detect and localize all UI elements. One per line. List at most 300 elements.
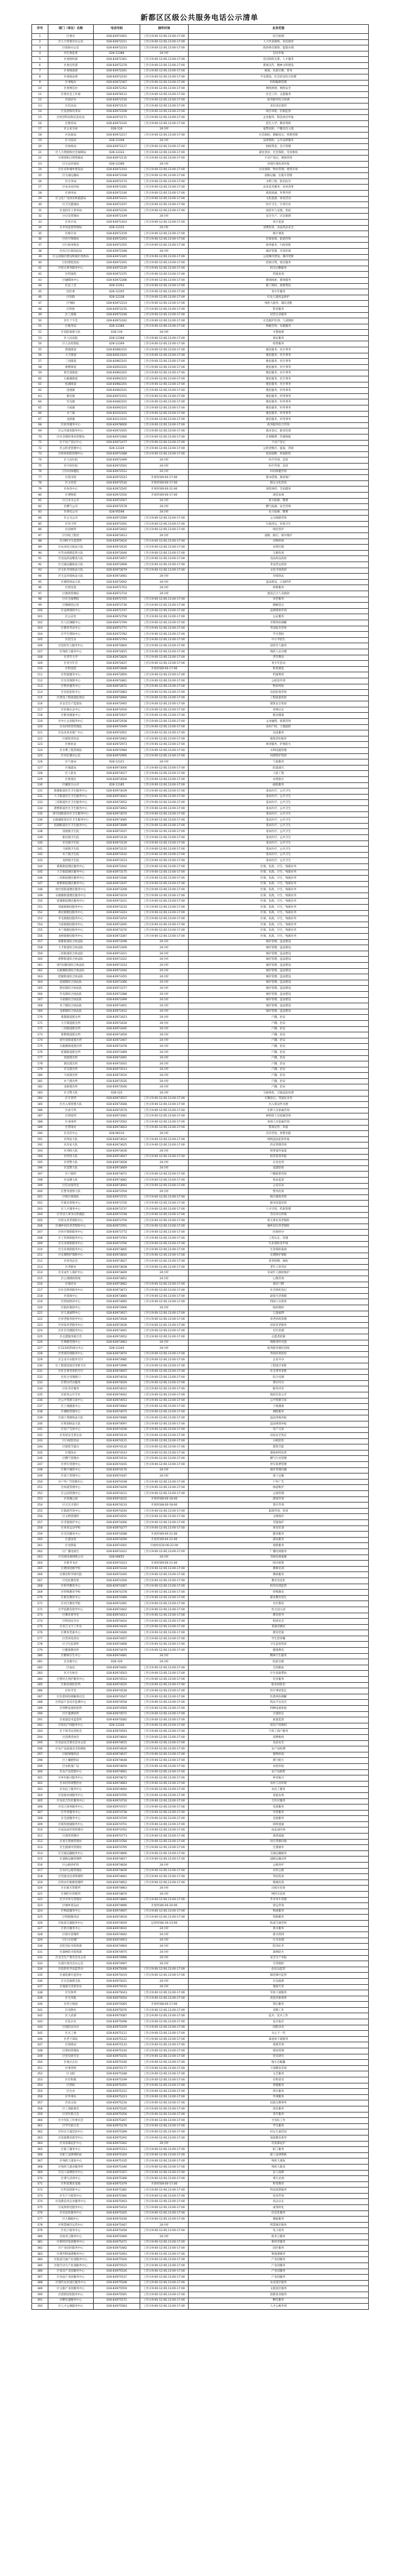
phone-number[interactable]: 028-83972242 (94, 318, 140, 324)
phone-number[interactable]: 028-83975109 (94, 2025, 140, 2031)
phone-number[interactable]: 028-83972466 (94, 434, 140, 440)
phone-number[interactable]: 028-83973287 (94, 934, 140, 940)
phone-number[interactable]: 028-83972826 (94, 655, 140, 661)
phone-number[interactable]: 028-83975482 (94, 2246, 140, 2252)
phone-number[interactable]: 028-83972613 (94, 533, 140, 539)
phone-number[interactable]: 028-83974064 (94, 1404, 140, 1410)
phone-number[interactable]: 028-12369 (94, 162, 140, 168)
phone-number[interactable]: 028-83973311 (94, 951, 140, 957)
phone-number[interactable]: 028-83972168 (94, 173, 140, 179)
phone-number[interactable]: 028-12338 (94, 295, 140, 301)
phone-number[interactable]: 028-83972782 (94, 632, 140, 638)
phone-number[interactable]: 028-83975526 (94, 2269, 140, 2275)
phone-number[interactable]: 028-83974637 (94, 1752, 140, 1758)
phone-number[interactable]: 028-83974108 (94, 1427, 140, 1433)
phone-number[interactable]: 028-83973647 (94, 1154, 140, 1160)
phone-number[interactable]: 028-83974143 (94, 1450, 140, 1456)
phone-number[interactable]: 028-83972681 (94, 574, 140, 580)
phone-number[interactable]: 028-83973862 (94, 1282, 140, 1288)
phone-number[interactable]: 028-83972938 (94, 719, 140, 725)
phone-number[interactable]: 028-83974086 (94, 1415, 140, 1421)
phone-number[interactable]: 028-83974953 (94, 1938, 140, 1944)
phone-number[interactable]: 028-83973895 (94, 1299, 140, 1305)
phone-number[interactable]: 028-83972793 (94, 637, 140, 643)
phone-number[interactable]: 028-83972916 (94, 707, 140, 713)
phone-number[interactable]: 028-83975166 (94, 2060, 140, 2066)
phone-number[interactable]: 028-83973838 (94, 1264, 140, 1270)
phone-number[interactable]: 028-83973704 (94, 1189, 140, 1195)
phone-number[interactable]: 028-83973603 (94, 1125, 140, 1131)
phone-number[interactable]: 028-83975335 (94, 2158, 140, 2165)
phone-number[interactable]: 028-120 (94, 1659, 140, 1665)
phone-number[interactable]: 028-83974018 (94, 1375, 140, 1381)
phone-number[interactable]: 028-83972171 (94, 115, 140, 121)
phone-number[interactable]: 028-83975256 (94, 2112, 140, 2118)
phone-number[interactable]: 028-83975133 (94, 2042, 140, 2048)
phone-number[interactable]: 028-83974334 (94, 1566, 140, 1572)
phone-number[interactable]: 028-83974795 (94, 1845, 140, 1851)
phone-number[interactable]: 028-83974244 (94, 1508, 140, 1514)
phone-number[interactable]: 028-83972488 (94, 451, 140, 457)
phone-number[interactable]: 028-83973243 (94, 910, 140, 916)
phone-number[interactable]: 028-83975199 (94, 2077, 140, 2083)
phone-number[interactable]: 028-83052101 (94, 364, 140, 370)
phone-number[interactable]: 028-83974301 (94, 1543, 140, 1549)
phone-number[interactable]: 028-83974806 (94, 1850, 140, 1857)
phone-number[interactable]: 028-83974356 (94, 1578, 140, 1584)
phone-number[interactable]: 028-83973434 (94, 1020, 140, 1026)
phone-number[interactable]: 028-83972455 (94, 428, 140, 434)
phone-number[interactable]: 028-83972210 (94, 74, 140, 80)
phone-number[interactable]: 028-83973974 (94, 1351, 140, 1357)
phone-number[interactable]: 028-83975447 (94, 2222, 140, 2228)
phone-number[interactable]: 028-83974075 (94, 1409, 140, 1415)
phone-number[interactable]: 028-83974492 (94, 1665, 140, 1671)
phone-number[interactable]: 028-83972146 (94, 191, 140, 197)
phone-number[interactable]: 028-83972226 (94, 208, 140, 214)
phone-number[interactable]: 028-83972193 (94, 167, 140, 173)
phone-number[interactable]: 028-83972883 (94, 690, 140, 696)
phone-number[interactable]: 028-12333 (94, 149, 140, 156)
phone-number[interactable]: 028-83972188 (94, 248, 140, 254)
phone-number[interactable]: 028-83972545 (94, 487, 140, 493)
phone-number[interactable]: 028-83972355 (94, 243, 140, 249)
phone-number[interactable]: 028-83973682 (94, 1177, 140, 1183)
phone-number[interactable]: 028-119 (94, 330, 140, 336)
phone-number[interactable]: 028-83975379 (94, 2181, 140, 2188)
phone-number[interactable]: 028-83973164 (94, 864, 140, 870)
phone-number[interactable]: 028-83973039 (94, 788, 140, 795)
phone-number[interactable]: 028-83974266 (94, 1520, 140, 1526)
phone-number[interactable]: 028-83962201 (94, 370, 140, 376)
phone-number[interactable]: 028-83978000 (94, 422, 140, 428)
phone-number[interactable]: 028-83972679 (94, 568, 140, 574)
phone-number[interactable]: 028-83973401 (94, 1003, 140, 1009)
phone-number[interactable]: 028-83974446 (94, 1630, 140, 1636)
phone-number[interactable]: 028-83973006 (94, 765, 140, 771)
phone-number[interactable]: 028-83975504 (94, 2257, 140, 2263)
phone-number[interactable]: 028-83972668 (94, 562, 140, 568)
phone-number[interactable]: 028-83973456 (94, 1032, 140, 1038)
phone-number[interactable]: 028-83972278 (94, 62, 140, 68)
phone-number[interactable]: 028-83975111 (94, 2031, 140, 2037)
phone-number[interactable]: 028-83972131 (94, 103, 140, 110)
phone-number[interactable]: 028-83975302 (94, 2141, 140, 2147)
phone-number[interactable]: 028-83972859 (94, 672, 140, 678)
phone-number[interactable]: 028-83974648 (94, 1758, 140, 1764)
phone-number[interactable]: 028-83973581 (94, 1113, 140, 1119)
phone-number[interactable]: 028-83974479 (94, 1648, 140, 1654)
phone-number[interactable]: 028-83975458 (94, 2228, 140, 2234)
phone-number[interactable]: 028-83972534 (94, 480, 140, 487)
phone-number[interactable]: 028-83975561 (94, 2292, 140, 2298)
phone-number[interactable]: 028-83974942 (94, 1932, 140, 1938)
phone-number[interactable]: 028-83973715 (94, 1195, 140, 1201)
phone-number[interactable]: 028-83974571 (94, 1711, 140, 1717)
phone-number[interactable]: 028-83974503 (94, 1671, 140, 1677)
phone-number[interactable]: 028-83973017 (94, 771, 140, 777)
phone-number[interactable]: 028-83972973 (94, 742, 140, 748)
phone-number[interactable]: 028-83973671 (94, 1172, 140, 1178)
phone-number[interactable]: 028-83973298 (94, 939, 140, 945)
phone-number[interactable]: 028-83975043 (94, 1990, 140, 1996)
phone-number[interactable]: 028-83974029 (94, 1380, 140, 1386)
phone-number[interactable]: 028-83972512 (94, 469, 140, 475)
phone-number[interactable]: 028-83972217 (94, 133, 140, 139)
phone-number[interactable]: 028-83974435 (94, 1624, 140, 1630)
phone-number[interactable]: 028-83975313 (94, 2147, 140, 2153)
phone-number[interactable]: 028-83975144 (94, 2048, 140, 2054)
phone-number[interactable]: 028-83973186 (94, 876, 140, 882)
phone-number[interactable]: 028-83973129 (94, 841, 140, 847)
phone-number[interactable]: 028-83975537 (94, 2275, 140, 2281)
phone-number[interactable]: 028-83975425 (94, 2211, 140, 2217)
phone-number[interactable]: 028-83975267 (94, 2118, 140, 2124)
phone-number[interactable]: 028-83973693 (94, 1183, 140, 1189)
phone-number[interactable]: 028-83975357 (94, 2170, 140, 2176)
phone-number[interactable]: 028-83973827 (94, 1259, 140, 1265)
phone-number[interactable]: 028-83974367 (94, 1584, 140, 1590)
phone-number[interactable]: 028-83973513 (94, 1067, 140, 1073)
phone-number[interactable]: 028-83972345 (94, 254, 140, 260)
phone-number[interactable]: 028-83974863 (94, 1886, 140, 1892)
phone-number[interactable]: 028-83974593 (94, 1729, 140, 1735)
phone-number[interactable]: 028-83974312 (94, 1549, 140, 1555)
phone-number[interactable]: 028-83975392 (94, 2193, 140, 2199)
phone-number[interactable]: 028-83972361 (94, 57, 140, 63)
phone-number[interactable]: 028-83973917 (94, 1311, 140, 1317)
phone-number[interactable]: 028-83973309 (94, 945, 140, 951)
phone-number[interactable]: 028-83972163 (94, 220, 140, 226)
phone-number[interactable]: 028-83974964 (94, 1944, 140, 1950)
phone-number[interactable]: 028-83975065 (94, 2002, 140, 2008)
phone-number[interactable]: 028-83974389 (94, 1595, 140, 1601)
phone-number[interactable]: 028-83974165 (94, 1462, 140, 1468)
phone-number[interactable]: 028-83975291 (94, 2135, 140, 2141)
phone-number[interactable]: 028-83974773 (94, 1834, 140, 1840)
phone-number[interactable]: 028-83972905 (94, 701, 140, 707)
phone-number[interactable]: 028-83972578 (94, 504, 140, 510)
phone-number[interactable]: 028-83973221 (94, 899, 140, 905)
phone-number[interactable]: 028-83972567 (94, 498, 140, 504)
phone-number[interactable]: 028-83974176 (94, 1467, 140, 1473)
phone-number[interactable]: 028-83972156 (94, 97, 140, 103)
phone-number[interactable]: 028-83975583 (94, 2304, 140, 2310)
phone-number[interactable]: 028-83974097 (94, 1421, 140, 1427)
phone-number[interactable]: 028-83973423 (94, 1015, 140, 1021)
phone-number[interactable]: 028-83974828 (94, 1863, 140, 1869)
phone-number[interactable]: 028-83975234 (94, 2100, 140, 2106)
phone-number[interactable]: 028-83975548 (94, 2280, 140, 2286)
phone-number[interactable]: 028-83972804 (94, 643, 140, 649)
phone-number[interactable]: 028-83975414 (94, 2205, 140, 2211)
phone-number[interactable]: 028-83973041 (94, 794, 140, 800)
phone-number[interactable]: 028-83973625 (94, 1142, 140, 1149)
phone-number[interactable]: 028-83972949 (94, 724, 140, 730)
phone-number[interactable]: 028-83973142 (94, 852, 140, 858)
phone-number[interactable]: 028-83972657 (94, 556, 140, 562)
phone-number[interactable]: 028-95598 (94, 510, 140, 516)
phone-number[interactable]: 028-83973805 (94, 1247, 140, 1253)
phone-number[interactable]: 028-83973952 (94, 1334, 140, 1340)
phone-number[interactable]: 028-83975324 (94, 2152, 140, 2158)
phone-number[interactable]: 028-83974852 (94, 1880, 140, 1886)
phone-number[interactable]: 028-83972352 (94, 86, 140, 92)
phone-number[interactable]: 028-83975122 (94, 2036, 140, 2042)
phone-number[interactable]: 028-83973748 (94, 1212, 140, 1218)
phone-number[interactable]: 028-83975289 (94, 2129, 140, 2135)
phone-number[interactable]: 028-83973344 (94, 968, 140, 974)
phone-number[interactable]: 028-83974277 (94, 1526, 140, 1532)
phone-number[interactable]: 028-83975098 (94, 2019, 140, 2025)
phone-number[interactable]: 028-83973107 (94, 829, 140, 835)
phone-number[interactable]: 028-12121 (94, 759, 140, 765)
phone-number[interactable]: 028-83972769 (94, 620, 140, 626)
phone-number[interactable]: 028-83974255 (94, 1514, 140, 1520)
phone-number[interactable]: 028-83973557 (94, 1096, 140, 1102)
phone-number[interactable]: 028-83974896 (94, 1903, 140, 1909)
phone-number[interactable]: 028-12309 (94, 341, 140, 347)
phone-number[interactable]: 028-83975177 (94, 2065, 140, 2071)
phone-number[interactable]: 028-83972127 (94, 144, 140, 150)
phone-number[interactable]: 028-83973579 (94, 1107, 140, 1113)
phone-number[interactable]: 028-83973794 (94, 1241, 140, 1247)
phone-number[interactable]: 028-83974222 (94, 1496, 140, 1503)
phone-number[interactable]: 028-12345 (94, 1346, 140, 1352)
phone-number[interactable]: 028-83975188 (94, 2071, 140, 2077)
phone-number[interactable]: 028-83974738 (94, 1810, 140, 1816)
phone-number[interactable]: 028-83972861 (94, 678, 140, 684)
phone-number[interactable]: 028-83974132 (94, 1444, 140, 1450)
phone-number[interactable]: 028-83973489 (94, 1049, 140, 1055)
phone-number[interactable]: 028-83974209 (94, 1485, 140, 1491)
phone-number[interactable]: 028-83973546 (94, 1084, 140, 1090)
phone-number[interactable]: 028-83975155 (94, 2054, 140, 2060)
phone-number[interactable]: 028-83972477 (94, 440, 140, 446)
phone-number[interactable]: 028-83972288 (94, 277, 140, 283)
phone-number[interactable]: 028-110 (94, 126, 140, 133)
phone-number[interactable]: 028-83974885 (94, 1897, 140, 1903)
phone-number[interactable]: 028-83992101 (94, 376, 140, 382)
phone-number[interactable]: 028-83973478 (94, 1044, 140, 1050)
phone-number[interactable]: 028-83975368 (94, 2176, 140, 2182)
phone-number[interactable]: 028-83973028 (94, 777, 140, 783)
phone-number[interactable]: 028-83974198 (94, 1479, 140, 1485)
phone-number[interactable]: 028-83974929 (94, 1920, 140, 1926)
phone-number[interactable]: 028-83973052 (94, 800, 140, 806)
phone-number[interactable]: 028-83972927 (94, 713, 140, 719)
phone-number[interactable]: 028-83972624 (94, 539, 140, 545)
phone-number[interactable]: 028-83973941 (94, 1328, 140, 1334)
phone-number[interactable]: 028-83972589 (94, 516, 140, 522)
phone-number[interactable]: 028-12329 (94, 446, 140, 452)
phone-number[interactable]: 028-83974468 (94, 1642, 140, 1648)
phone-number[interactable]: 028-12366 (94, 324, 140, 330)
phone-number[interactable]: 028-83974402 (94, 1607, 140, 1613)
phone-number[interactable]: 028-83973063 (94, 805, 140, 811)
phone-number[interactable]: 028-83974582 (94, 1717, 140, 1723)
phone-number[interactable]: 028-83973849 (94, 1270, 140, 1276)
phone-number[interactable]: 028-83972646 (94, 550, 140, 556)
phone-number[interactable]: 028-83973467 (94, 1038, 140, 1044)
phone-number[interactable]: 028-83982201 (94, 382, 140, 388)
phone-number[interactable]: 028-83973333 (94, 963, 140, 969)
phone-number[interactable]: 028-83973254 (94, 916, 140, 922)
phone-number[interactable]: 028-83974569 (94, 1706, 140, 1712)
phone-number[interactable]: 028-83973884 (94, 1293, 140, 1299)
phone-number[interactable]: 028-83972291 (94, 260, 140, 266)
phone-number[interactable]: 028-83973399 (94, 997, 140, 1003)
phone-number[interactable]: 028-83972367 (94, 80, 140, 86)
phone-number[interactable]: 028-83974514 (94, 1677, 140, 1683)
phone-number[interactable]: 028-83974626 (94, 1746, 140, 1752)
phone-number[interactable]: 028-83972771 (94, 626, 140, 632)
phone-number[interactable]: 028-83973737 (94, 1206, 140, 1212)
phone-number[interactable]: 028-83975054 (94, 1996, 140, 2002)
phone-number[interactable]: 028-83974997 (94, 1961, 140, 1967)
phone-number[interactable]: 028-83974187 (94, 1473, 140, 1480)
phone-number[interactable]: 028-83974042 (94, 1392, 140, 1398)
phone-number[interactable]: 028-83972725 (94, 597, 140, 603)
phone-number[interactable]: 028-83975032 (94, 1984, 140, 1990)
phone-number[interactable]: 028-83973783 (94, 1235, 140, 1241)
phone-number[interactable]: 028-83972499 (94, 457, 140, 464)
phone-number[interactable]: 028-83975403 (94, 2199, 140, 2205)
phone-number[interactable]: 028-83972848 (94, 666, 140, 672)
phone-number[interactable]: 028-83973761 (94, 1224, 140, 1230)
phone-number[interactable]: 028-83973939 (94, 1322, 140, 1328)
phone-number[interactable]: 028-83973085 (94, 818, 140, 824)
phone-number[interactable]: 028-83972108 (94, 109, 140, 115)
phone-number[interactable]: 028-83974378 (94, 1590, 140, 1596)
phone-number[interactable]: 028-83973873 (94, 1288, 140, 1294)
phone-number[interactable]: 028-83974391 (94, 1601, 140, 1607)
phone-number[interactable]: 028-83971032 (94, 120, 140, 126)
phone-number[interactable]: 028-83972591 (94, 521, 140, 527)
phone-number[interactable]: 028-83974233 (94, 1503, 140, 1509)
phone-number[interactable]: 028-83975212 (94, 2089, 140, 2095)
phone-number[interactable]: 028-83974119 (94, 1433, 140, 1439)
phone-number[interactable]: 028-83975245 (94, 2106, 140, 2112)
phone-number[interactable]: 028-83974604 (94, 1734, 140, 1740)
phone-number[interactable]: 028-83975346 (94, 2164, 140, 2170)
phone-number[interactable]: 028-83975087 (94, 2013, 140, 2019)
phone-number[interactable]: 028-83973118 (94, 834, 140, 841)
phone-number[interactable]: 028-83975469 (94, 2234, 140, 2240)
phone-number[interactable]: 028-83973996 (94, 1363, 140, 1369)
phone-number[interactable]: 028-83973096 (94, 823, 140, 829)
phone-number[interactable]: 028-83975515 (94, 2263, 140, 2269)
phone-number[interactable]: 028-83974536 (94, 1688, 140, 1694)
phone-number[interactable]: 028-83974694 (94, 1787, 140, 1793)
phone-number[interactable]: 028-12368 (94, 335, 140, 341)
phone-number[interactable]: 028-83974683 (94, 1781, 140, 1787)
phone-number[interactable]: 028-83974007 (94, 1369, 140, 1375)
phone-number[interactable]: 028-83975021 (94, 1978, 140, 1984)
phone-number[interactable]: 028-83973197 (94, 881, 140, 887)
phone-number[interactable]: 028-83973388 (94, 991, 140, 997)
phone-number[interactable]: 028-83973963 (94, 1340, 140, 1346)
phone-number[interactable]: 028-83974558 (94, 1700, 140, 1706)
phone-number[interactable]: 028-83974424 (94, 1619, 140, 1625)
phone-number[interactable]: 028-12351 (94, 283, 140, 289)
phone-number[interactable]: 028-83974481 (94, 1653, 140, 1659)
phone-number[interactable]: 028-83972815 (94, 649, 140, 655)
phone-number[interactable]: 028-83972714 (94, 591, 140, 597)
phone-number[interactable]: 028-83974053 (94, 1398, 140, 1404)
phone-number[interactable]: 028-96655 (94, 1555, 140, 1561)
phone-number[interactable]: 028-83974975 (94, 1949, 140, 1955)
phone-number[interactable]: 028-83972703 (94, 585, 140, 591)
phone-number[interactable]: 028-83972001 (94, 34, 140, 40)
phone-number[interactable]: 028-83974841 (94, 1874, 140, 1880)
phone-number[interactable]: 028-83974299 (94, 1537, 140, 1543)
phone-number[interactable]: 028-83975201 (94, 2083, 140, 2089)
phone-number[interactable]: 028-83962101 (94, 359, 140, 365)
phone-number[interactable]: 028-83975381 (94, 2188, 140, 2194)
phone-number[interactable]: 028-83974345 (94, 1572, 140, 1578)
phone-number[interactable]: 028-83973906 (94, 1305, 140, 1311)
phone-number[interactable]: 028-83973759 (94, 1218, 140, 1224)
phone-number[interactable]: 028-83974784 (94, 1839, 140, 1845)
phone-number[interactable]: 028-83102101 (94, 411, 140, 417)
phone-number[interactable]: 028-83973265 (94, 922, 140, 928)
phone-number[interactable]: 028-83972197 (94, 202, 140, 208)
phone-number[interactable]: 028-83972375 (94, 272, 140, 278)
phone-number[interactable]: 028-83972984 (94, 748, 140, 754)
phone-number[interactable]: 028-83973276 (94, 928, 140, 934)
phone-number[interactable]: 028-83972211 (94, 39, 140, 45)
phone-number[interactable]: 028-83973219 (94, 893, 140, 899)
phone-number[interactable]: 028-83973355 (94, 974, 140, 980)
phone-number[interactable]: 028-83974931 (94, 1926, 140, 1932)
phone-number[interactable]: 028-83973928 (94, 1317, 140, 1323)
phone-number[interactable]: 028-83974659 (94, 1763, 140, 1769)
phone-number[interactable]: 028-83974661 (94, 1769, 140, 1775)
phone-number[interactable]: 028-83975223 (94, 2094, 140, 2100)
phone-number[interactable]: 028-83974672 (94, 1775, 140, 1781)
phone-number[interactable]: 028-83973851 (94, 1276, 140, 1282)
phone-number[interactable]: 028-83972501 (94, 463, 140, 469)
phone-number[interactable]: 028-83973175 (94, 870, 140, 876)
phone-number[interactable]: 028-83975436 (94, 2217, 140, 2223)
phone-number[interactable]: 028-83973131 (94, 847, 140, 853)
phone-number[interactable]: 028-83974211 (94, 1491, 140, 1497)
phone-number[interactable]: 028-83974154 (94, 1456, 140, 1462)
phone-number[interactable]: 028-83972736 (94, 603, 140, 609)
phone-number[interactable]: 028-83062101 (94, 388, 140, 394)
phone-number[interactable]: 028-12330 (94, 1723, 140, 1729)
